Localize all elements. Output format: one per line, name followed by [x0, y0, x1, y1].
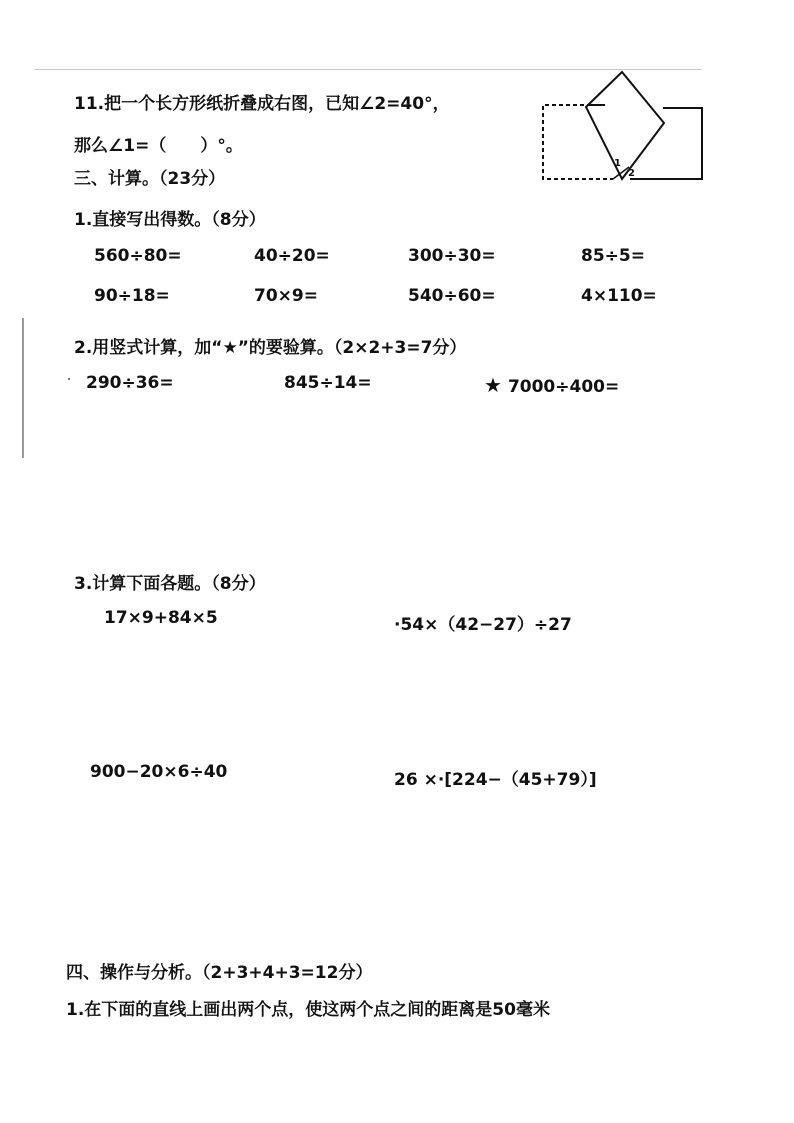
starred-expression: 7000÷400= — [507, 377, 620, 397]
section3-title: 三、计算。（23分） — [74, 169, 226, 189]
part3-title: 3.计算下面各题。（8分） — [74, 574, 266, 594]
oral-calc-item: 540÷60= — [408, 286, 496, 306]
oral-calc-item: 560÷80= — [94, 246, 182, 266]
folded-rectangle-figure — [538, 70, 706, 182]
section4-title: 四、操作与分析。（2+3+4+3=12分） — [66, 963, 373, 983]
part1-title: 1.直接写出得数。（8分） — [74, 210, 266, 230]
oral-calc-item: 40÷20= — [254, 246, 330, 266]
angle-1-label: 1 — [614, 158, 621, 169]
scan-dot — [68, 378, 70, 380]
star-icon: ★ — [484, 373, 502, 397]
vertical-calc-item: 845÷14= — [284, 373, 372, 393]
oral-calc-item: 70×9= — [254, 286, 318, 306]
oral-calc-item: 300÷30= — [408, 246, 496, 266]
angle-2-label: 2 — [628, 168, 635, 179]
section4-q1: 1.在下面的直线上画出两个点，使这两个点之间的距离是50毫米 — [66, 1000, 550, 1020]
part2-title: 2.用竖式计算，加“★”的要验算。（2×2+3=7分） — [74, 338, 467, 358]
scan-margin-line — [22, 318, 24, 458]
q11-line2: 那么∠1=（ ）°。 — [74, 136, 243, 156]
vertical-calc-starred-item — [484, 373, 619, 397]
oral-calc-item: 4×110= — [581, 286, 657, 306]
compound-calc-item: 26 ×·[224−（45+79）] — [394, 770, 597, 790]
compound-calc-item: 900−20×6÷40 — [90, 762, 228, 782]
rectangle-outline — [630, 108, 702, 179]
vertical-calc-item: 290÷36= — [86, 373, 174, 393]
compound-calc-item: 17×9+84×5 — [104, 608, 218, 628]
oral-calc-item: 90÷18= — [94, 286, 170, 306]
oral-calc-item: 85÷5= — [581, 246, 645, 266]
folded-flap — [586, 72, 664, 179]
q11-line1: 11.把一个长方形纸折叠成右图，已知∠2=40°， — [74, 94, 450, 114]
compound-calc-item: ·54×（42−27）÷27 — [394, 615, 572, 635]
